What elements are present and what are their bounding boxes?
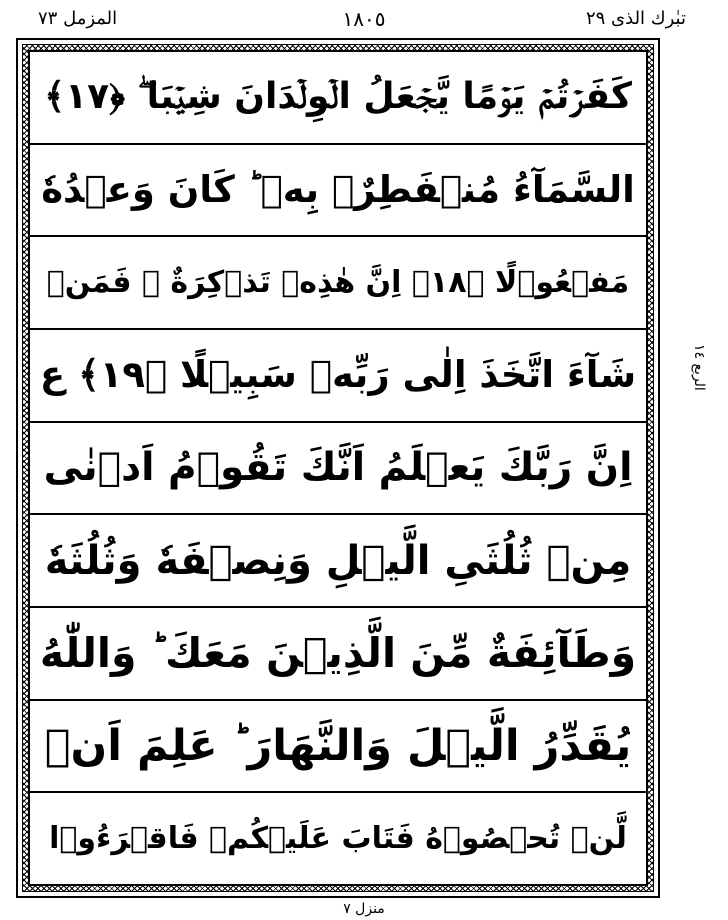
text-line <box>30 793 646 884</box>
text-line <box>30 145 646 238</box>
line-text: كَفَرۡتُمۡ يَوۡمًا يَّجۡعَلُ الۡوِلۡدَانَ شِيۡبَا ۖ ﴿١٧﴾ <box>44 76 632 118</box>
ornamental-border <box>16 38 660 898</box>
line-text: وَطَآئِفَةٌ مِّنَ الَّذِيۡنَ مَعَكَ ؕ وَاللّٰهُ <box>39 629 637 678</box>
text-line <box>30 608 646 701</box>
line-text: مَفۡعُوۡلًا ﴿١٨﴾ اِنَّ هٰذِهٖ تَذۡكِرَةٌ ۚ فَمَنۡ <box>46 264 630 300</box>
ruku-marker: الربع ١٤ <box>691 344 707 391</box>
line-text: اِنَّ رَبَّكَ يَعۡلَمُ اَنَّكَ تَقُوۡمُ اَدۡنٰى <box>43 445 633 491</box>
line-text: مِنۡ ثُلُثَىِ الَّيۡلِ وَنِصۡفَهٗ وَثُلُثَهٗ <box>44 537 632 584</box>
line-text: يُقَدِّرُ الَّيۡلَ وَالنَّهَارَ ؕ عَلِمَ اَنۡ <box>44 721 632 772</box>
border-pattern <box>22 44 654 892</box>
manzil-label: منزل ٧ <box>343 901 385 917</box>
surah-name: المزمل ٧٣ <box>38 8 118 29</box>
page-header <box>0 0 728 40</box>
text-area <box>28 50 648 886</box>
page-number: ١٨٠٥ <box>342 7 386 31</box>
text-line <box>30 423 646 516</box>
line-text: شَآءَ اتَّخَذَ اِلٰى رَبِّهٖ سَبِيۡلًا ﴿١٩﴾ ع <box>39 353 637 397</box>
text-line <box>30 515 646 608</box>
text-line <box>30 52 646 145</box>
text-line <box>30 330 646 423</box>
line-text: لَّنۡ تُحۡصُوۡهُ فَتَابَ عَلَيۡكُمۡ فَاقۡرَءُوۡا <box>49 820 627 856</box>
line-text: السَّمَآءُ مُنۡفَطِرٌۢ بِهٖ ؕ كَانَ وَعۡدُهٗ <box>41 168 635 211</box>
text-line <box>30 701 646 794</box>
juz-name: تبٰرك الذی ٢٩ <box>585 8 686 29</box>
text-line <box>30 237 646 330</box>
